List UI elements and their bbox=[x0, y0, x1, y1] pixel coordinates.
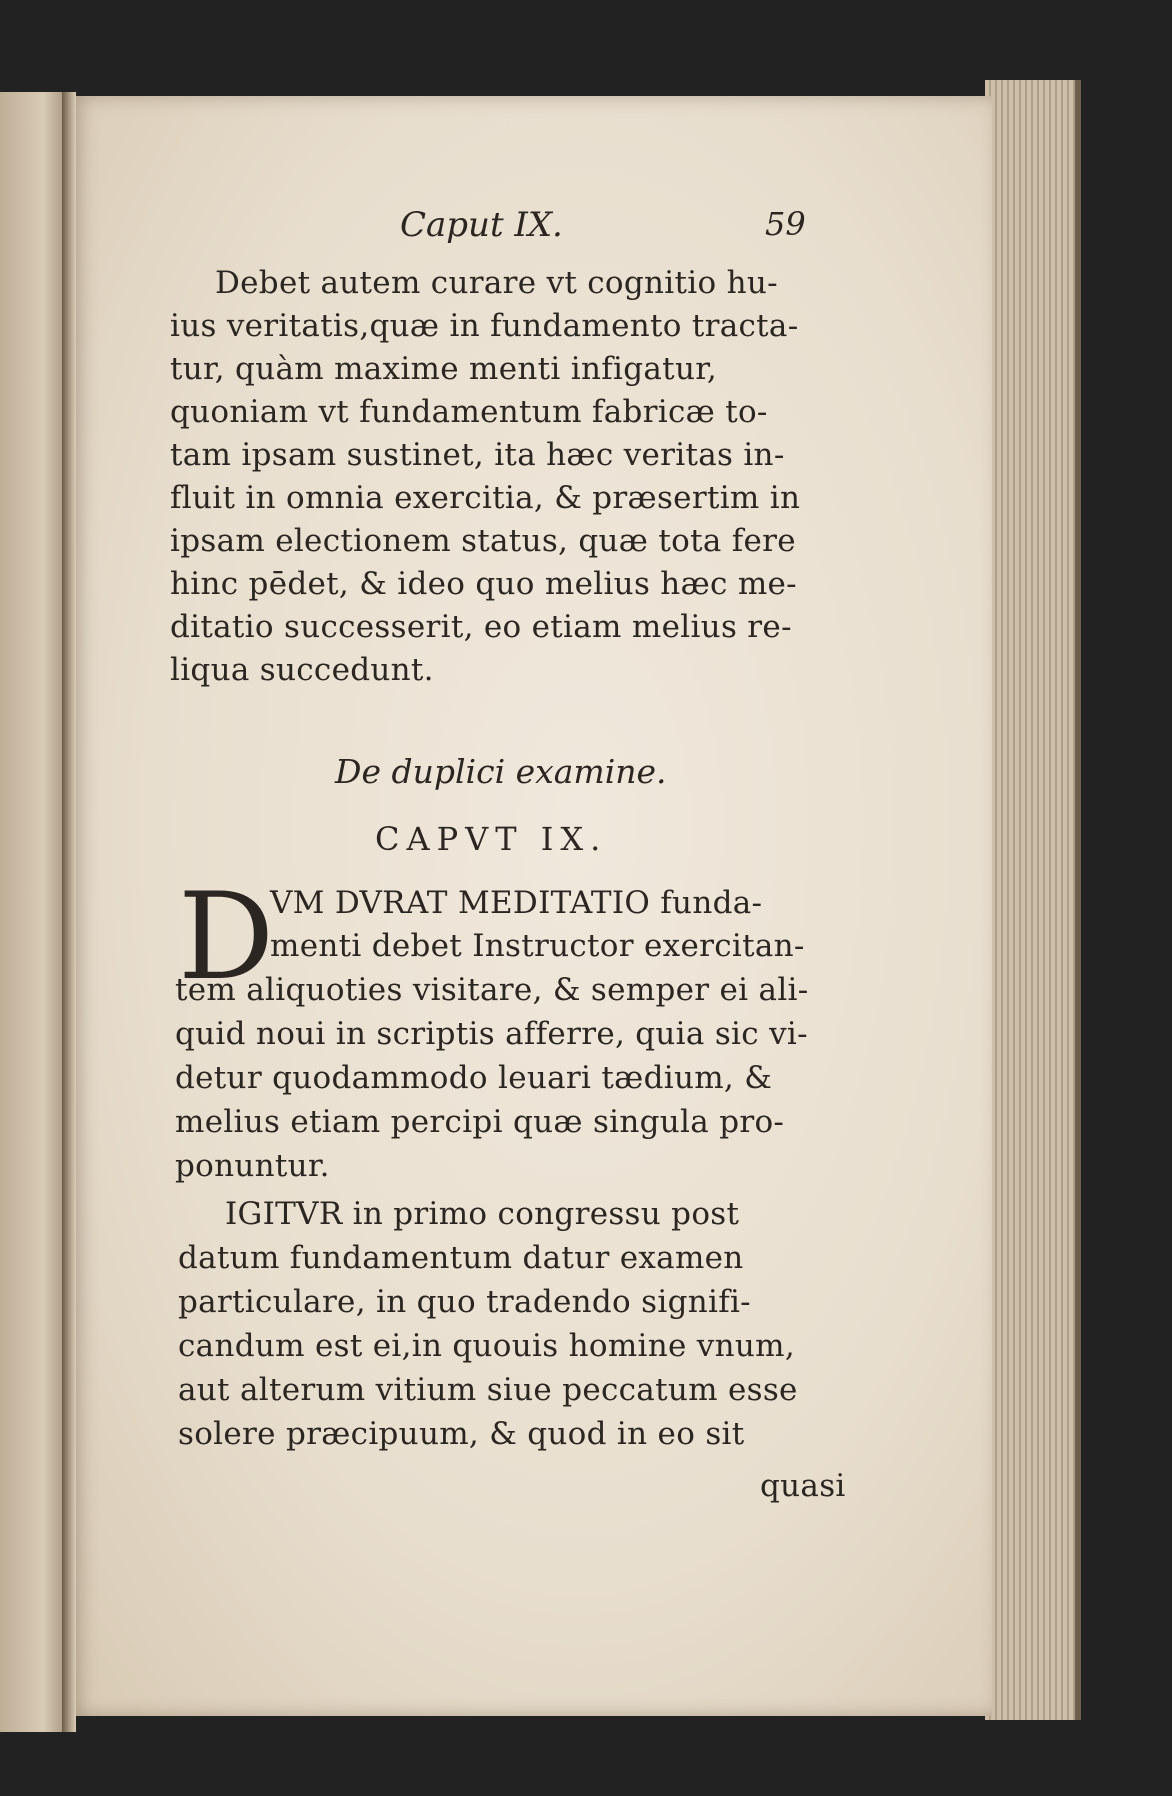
drop-cap: D bbox=[178, 868, 275, 1007]
text-line: ius veritatis,quæ in fundamento tracta- bbox=[170, 308, 799, 344]
running-head-title: Caput IX. bbox=[400, 205, 563, 245]
text-line: ditatio successerit, eo etiam melius re- bbox=[170, 609, 792, 645]
text-line: candum est ei,in quouis homine vnum, bbox=[178, 1328, 795, 1364]
text-line: detur quodammodo leuari tædium, & bbox=[175, 1060, 773, 1096]
text-line: fluit in omnia exercitia, & præsertim in bbox=[170, 480, 801, 516]
page-number: 59 bbox=[765, 205, 806, 243]
text-line: menti debet Instructor exercitan- bbox=[270, 928, 805, 964]
text-line: tur, quàm maxime menti infigatur, bbox=[170, 351, 718, 387]
page-block-edges bbox=[985, 80, 1081, 1720]
text-line: tam ipsam sustinet, ita hæc veritas in- bbox=[170, 437, 785, 473]
text-line: solere præcipuum, & quod in eo sit bbox=[178, 1416, 745, 1452]
text-line: hinc pēdet, & ideo quo melius hæc me- bbox=[170, 566, 797, 602]
text-line: Debet autem curare vt cognitio hu- bbox=[215, 265, 778, 301]
text-line: tem aliquoties visitare, & semper ei ali- bbox=[175, 972, 809, 1008]
text-line: quid noui in scriptis afferre, quia sic vi- bbox=[175, 1016, 808, 1052]
text-line: ipsam electionem status, quæ tota fere bbox=[170, 523, 796, 559]
text-line: IGITVR in primo congressu post bbox=[225, 1196, 740, 1232]
chapter-heading: CAPVT IX. bbox=[375, 820, 608, 858]
text-line: datum fundamentum datur examen bbox=[178, 1240, 744, 1276]
text-line: melius etiam percipi quæ singula pro- bbox=[175, 1104, 785, 1140]
text-line: ponuntur. bbox=[175, 1148, 330, 1184]
text-line: particulare, in quo tradendo signifi- bbox=[178, 1284, 751, 1320]
text-line: aut alterum vitium siue peccatum esse bbox=[178, 1372, 798, 1408]
catchword: quasi bbox=[760, 1468, 846, 1504]
text-line: quoniam vt fundamentum fabricæ to- bbox=[170, 394, 768, 430]
text-line: VM DVRAT MEDITATIO funda- bbox=[270, 885, 763, 921]
text-line: liqua succedunt. bbox=[170, 652, 434, 688]
book-gutter bbox=[62, 92, 76, 1732]
section-title: De duplici examine. bbox=[335, 752, 667, 791]
